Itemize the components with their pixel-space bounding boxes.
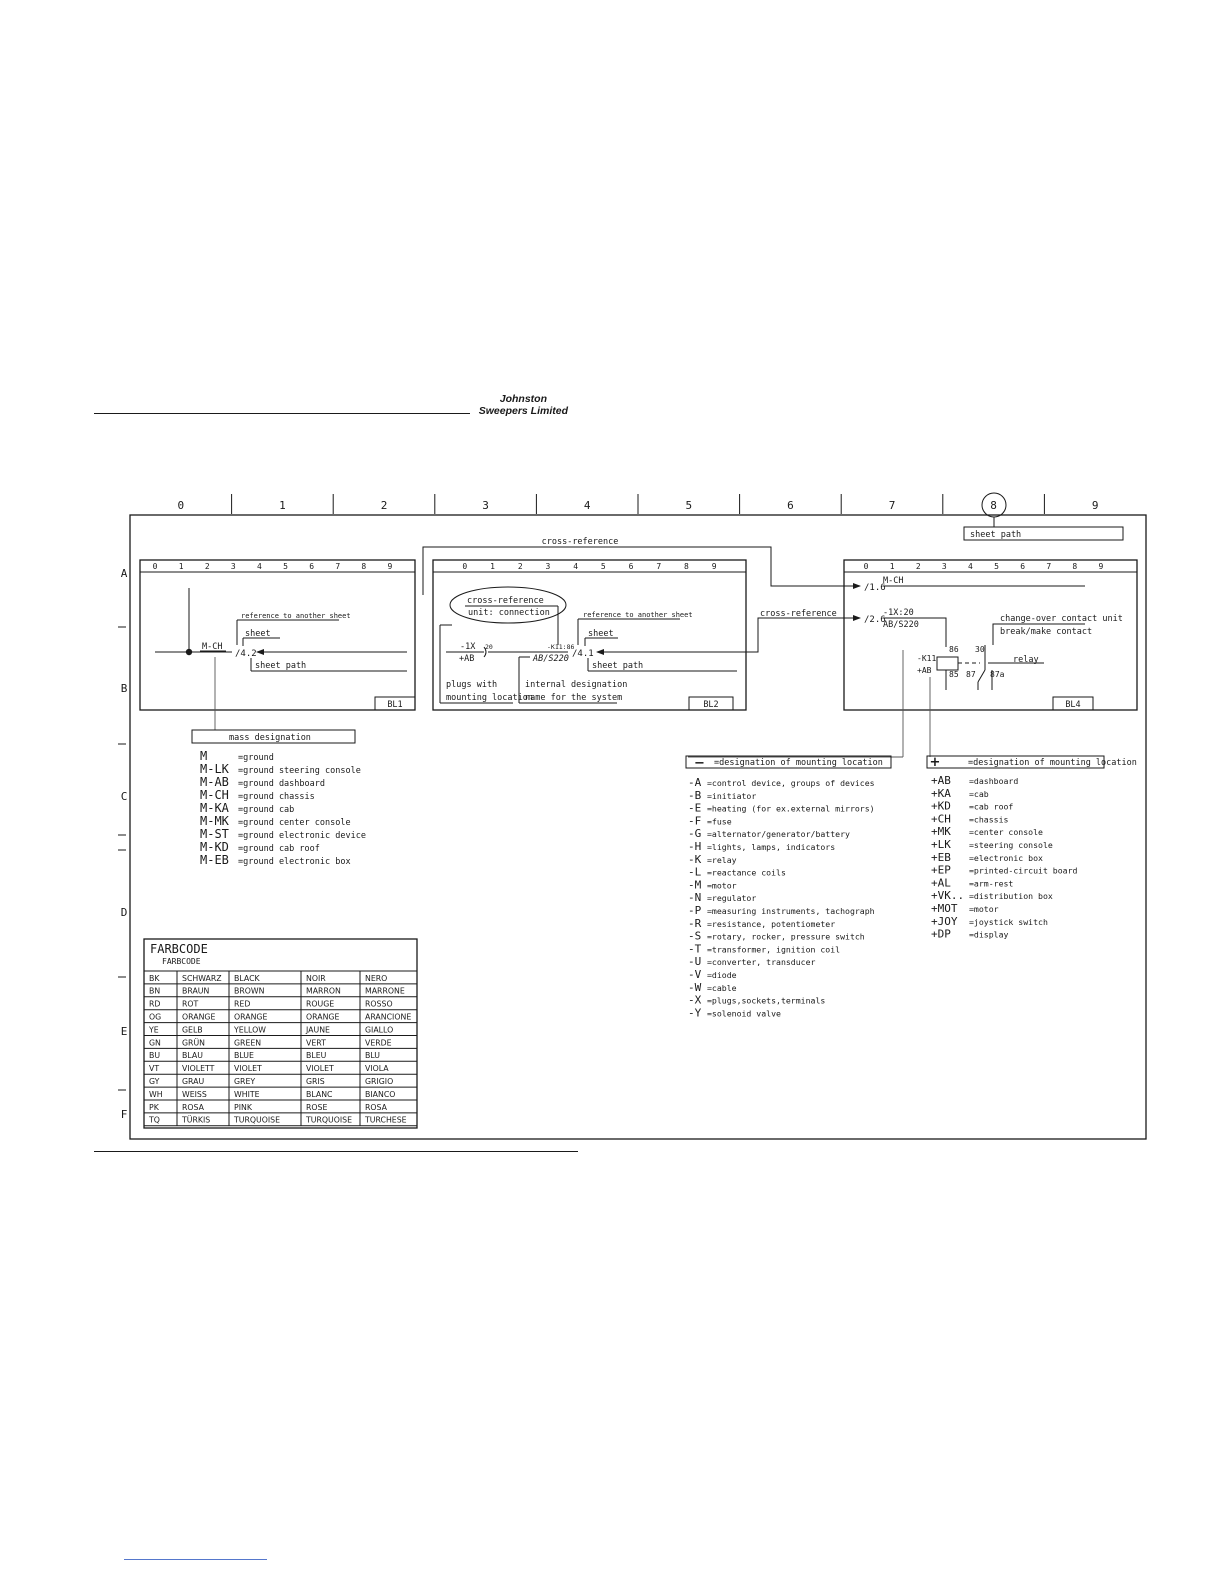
- plus-code: +DP: [931, 927, 951, 941]
- farbcode-cell: TQ: [149, 1115, 160, 1125]
- plus-desc: =joystick switch: [969, 916, 1048, 927]
- minus-symbol: −: [694, 756, 705, 771]
- bl4-contact-blade: [978, 670, 985, 682]
- farbcode-cell: VIOLA: [365, 1064, 389, 1074]
- minus-list: [688, 776, 875, 1019]
- farbcode-cell: BLAU: [182, 1051, 203, 1061]
- farbcode-table: [144, 939, 417, 1128]
- farbcode-cell: BRAUN: [182, 986, 210, 996]
- farbcode-cell: VIOLET: [306, 1064, 334, 1074]
- minus-desc: =transformer, ignition coil: [707, 944, 841, 955]
- plus-symbol: +: [929, 755, 941, 770]
- minus-desc: =initiator: [707, 790, 757, 801]
- plus-code: +LK: [931, 838, 951, 851]
- bl1-ref-label: /4.2: [235, 649, 257, 659]
- bl1-name: BL1: [387, 700, 403, 710]
- bl2-ref-label: /4.1: [572, 649, 594, 659]
- bl1-digits: [153, 562, 393, 571]
- company-name-line1: Johnston: [499, 393, 547, 405]
- bl4-ref26-label: /2.6: [864, 615, 886, 625]
- farbcode-cell: WEISS: [182, 1089, 207, 1099]
- mass-code: M-ST: [200, 827, 229, 841]
- bl4-breakmake-label: break/make contact: [1000, 627, 1093, 637]
- bl1-frame: [140, 560, 415, 710]
- farbcode-cell: OG: [149, 1012, 162, 1022]
- row-label: B: [120, 682, 128, 695]
- plus-desc: =electronic box: [969, 852, 1043, 863]
- bl4-changeover-label: change-over contact unit: [1000, 614, 1123, 624]
- mass-desc: =ground: [238, 753, 274, 763]
- plus-list: [931, 774, 1078, 941]
- bl2-ref-another-label: reference to another sheet: [583, 611, 693, 619]
- bl2-digit: 0: [462, 562, 468, 571]
- farbcode-cell: BROWN: [234, 986, 265, 996]
- minus-desc: =alternator/generator/battery: [707, 829, 850, 840]
- minus-code: -W: [688, 980, 702, 994]
- farbcode-cell: BN: [149, 986, 161, 996]
- farbcode-cell: ROSA: [365, 1102, 387, 1112]
- plus-desc: =printed-circuit board: [969, 865, 1078, 876]
- bl2-cross-ref-label: cross-reference: [467, 596, 544, 606]
- column-label: 2: [380, 499, 388, 512]
- mass-code: M-AB: [200, 775, 229, 789]
- plus-desc: =chassis: [969, 814, 1009, 825]
- column-label: 3: [482, 499, 489, 512]
- minus-desc: =heating (for ex.external mirrors): [707, 803, 875, 814]
- farbcode-cell: VERT: [306, 1038, 326, 1048]
- farbcode-cell: GN: [149, 1038, 161, 1048]
- bl1-sheet-label: sheet: [245, 629, 271, 639]
- minus-desc: =lights, lamps, indicators: [707, 842, 836, 852]
- bl2-digit: 9: [711, 562, 717, 571]
- mass-code: M: [200, 749, 208, 763]
- column-ruler: [177, 494, 1098, 514]
- minus-desc: =solenoid valve: [707, 1008, 781, 1019]
- farbcode-cell: BLEU: [306, 1051, 327, 1061]
- mass-desc: =ground cab roof: [238, 844, 320, 854]
- bl4-digit: 1: [889, 562, 895, 571]
- farbcode-cell: VIOLET: [234, 1064, 262, 1074]
- column-label: 1: [279, 499, 286, 512]
- mass-code: M-MK: [200, 814, 229, 828]
- farbcode-cell: RD: [149, 999, 161, 1009]
- bl4-pin85: 85: [949, 670, 959, 679]
- row-ruler: [118, 567, 128, 1121]
- column-label: 9: [1091, 499, 1099, 512]
- bl4-pin30: 30: [975, 645, 985, 654]
- farbcode-cell: TURCHESE: [365, 1115, 407, 1125]
- row-label: C: [120, 790, 128, 803]
- farbcode-cell: ORANGE: [306, 1012, 340, 1022]
- plus-code: +KD: [931, 799, 951, 813]
- bl1-ref-another-label: reference to another sheet: [241, 612, 351, 620]
- block-bl1: [140, 560, 415, 730]
- bl2-sheet-path-label: sheet path: [592, 661, 644, 671]
- farbcode-cell: NOIR: [306, 973, 326, 983]
- mass-code: M-KD: [200, 840, 229, 854]
- bl2-plug-pin: 20: [485, 643, 493, 651]
- column-label: 0: [177, 499, 185, 512]
- farbcode-cell: GRAU: [182, 1077, 205, 1086]
- farbcode-grid: [144, 971, 417, 1126]
- bl2-k11-label: -K11:86: [547, 643, 575, 651]
- sheet-path-label: sheet path: [970, 530, 1022, 540]
- farbcode-cell: GRIGIO: [365, 1077, 394, 1086]
- farbcode-cell: WHITE: [234, 1089, 260, 1099]
- minus-code: -B: [688, 788, 702, 802]
- plus-desc: =distribution box: [969, 891, 1053, 902]
- minus-desc: =resistance, potentiometer: [707, 918, 836, 929]
- bl2-internal-line2: name for the system: [525, 693, 623, 703]
- minus-code: -E: [688, 801, 702, 815]
- minus-desc: =converter, transducer: [707, 957, 816, 968]
- bl4-relay-label: relay: [1013, 655, 1039, 665]
- bl4-pin87: 87: [966, 670, 976, 679]
- plus-desc: =arm-rest: [969, 878, 1014, 889]
- bl1-junction-dot: [186, 649, 192, 655]
- plus-desc: =display: [969, 929, 1009, 940]
- bl4-digit: 6: [1020, 562, 1026, 571]
- farbcode-cell: WH: [149, 1089, 163, 1099]
- bl1-digit: 0: [152, 562, 158, 571]
- minus-code: -L: [688, 865, 702, 879]
- plus-title: =designation of mounting location: [968, 758, 1137, 768]
- farbcode-cell: ORANGE: [234, 1012, 268, 1022]
- company-name-line2: Sweepers Limited: [478, 405, 568, 417]
- farbcode-cell: BLUE: [234, 1051, 254, 1061]
- row-label: D: [120, 906, 128, 919]
- mass-code: M-KA: [200, 801, 229, 815]
- mid-cross-reference-label: cross-reference: [760, 609, 837, 619]
- plus-desc: =cab: [969, 788, 989, 799]
- row-label: F: [120, 1108, 128, 1121]
- farbcode-cell: ROSE: [306, 1102, 328, 1112]
- bl4-pin87a: 87a: [990, 670, 1005, 679]
- farbcode-cell: GREY: [234, 1077, 256, 1086]
- minus-code: -P: [688, 904, 702, 917]
- bl4-pin86: 86: [949, 645, 959, 654]
- row-label: E: [120, 1025, 128, 1038]
- farbcode-cell: ROUGE: [306, 999, 335, 1009]
- bl4-digit: 7: [1046, 562, 1052, 571]
- mass-desc: =ground dashboard: [238, 779, 325, 789]
- minus-code: -G: [688, 827, 702, 841]
- bl1-digit: 3: [230, 562, 236, 571]
- column-label: 5: [685, 499, 693, 512]
- bl2-sheet-label: sheet: [588, 629, 614, 639]
- minus-title: =designation of mounting location: [714, 758, 883, 768]
- bl2-digit: 3: [545, 562, 551, 571]
- block-bl4: [688, 560, 1137, 757]
- farbcode-cell: BLU: [365, 1051, 381, 1061]
- farbcode-title: FARBCODE: [150, 942, 208, 956]
- minus-designation-legend: [686, 756, 891, 1019]
- bl1-digit: 6: [309, 562, 315, 571]
- farbcode-cell: TURQUOISE: [306, 1115, 353, 1125]
- farbcode-cell: GREEN: [234, 1038, 262, 1048]
- farbcode-cell: GELB: [182, 1025, 203, 1035]
- bl4-digits: [864, 562, 1104, 571]
- farbcode-cell: ROSSO: [365, 999, 393, 1009]
- minus-desc: =diode: [707, 970, 737, 980]
- column-label: 4: [583, 499, 591, 512]
- bl2-plugs-line1: plugs with: [446, 680, 498, 690]
- mass-desc: =ground center console: [238, 818, 351, 828]
- farbcode-cell: PK: [149, 1102, 159, 1112]
- plus-code: +EP: [931, 863, 951, 877]
- minus-code: -N: [688, 891, 702, 905]
- bl4-digit: 5: [994, 562, 999, 571]
- bl4-ab-label: +AB: [917, 666, 932, 675]
- farbcode-cell: BLANC: [306, 1089, 333, 1099]
- bl4-mch-label: M-CH: [883, 576, 904, 586]
- bl2-unit-conn-label: unit: connection: [468, 608, 550, 618]
- farbcode-cell: GRÜN: [182, 1038, 205, 1048]
- farbcode-cell: BK: [149, 973, 160, 983]
- farbcode-cell: VERDE: [365, 1038, 392, 1048]
- mass-desc: =ground cab: [238, 805, 295, 815]
- bl4-digit: 0: [863, 562, 869, 571]
- minus-code: -A: [688, 776, 702, 789]
- plus-desc: =steering console: [969, 840, 1053, 850]
- bl2-ab-s220-label: AB/S220: [533, 654, 569, 664]
- plus-code: +MK: [931, 825, 951, 839]
- bl2-digit: 8: [684, 562, 689, 571]
- farbcode-cell: YELLOW: [234, 1025, 266, 1035]
- bl1-digit: 4: [257, 562, 262, 571]
- farbcode-subtitle: FARBCODE: [162, 957, 201, 966]
- bl2-digit: 7: [656, 562, 662, 571]
- mass-list: [200, 749, 366, 867]
- plus-designation-legend: [927, 755, 1137, 941]
- farbcode-cell: NERO: [365, 973, 388, 983]
- minus-code: -F: [688, 814, 702, 828]
- bl2-internal-line1: internal designation: [525, 680, 628, 690]
- bl2-digit: 4: [573, 562, 579, 571]
- farbcode-cell: VT: [149, 1064, 160, 1074]
- bl4-ref16-label: /1.6: [864, 583, 886, 593]
- plus-desc: =motor: [969, 904, 999, 914]
- farbcode-cell: MARRONE: [365, 986, 405, 996]
- mass-desc: =ground steering console: [238, 766, 361, 776]
- plus-code: +CH: [931, 812, 951, 826]
- mass-desc: =ground electronic device: [238, 831, 366, 841]
- top-cross-reference-label: cross-reference: [541, 537, 619, 547]
- minus-code: -K: [688, 852, 702, 866]
- minus-code: -V: [688, 968, 702, 981]
- farbcode-cell: YE: [149, 1025, 159, 1035]
- mass-code: M-EB: [200, 853, 229, 867]
- bl2-name: BL2: [703, 700, 719, 710]
- plus-code: +AL: [931, 876, 951, 890]
- minus-desc: =plugs,sockets,terminals: [707, 995, 826, 1006]
- farbcode-cell: RED: [234, 999, 251, 1009]
- farbcode-cell: ROSA: [182, 1102, 204, 1112]
- plus-desc: =cab roof: [969, 801, 1014, 812]
- minus-desc: =cable: [707, 982, 737, 993]
- farbcode-cell: GRIS: [306, 1077, 325, 1086]
- bl2-plug-label: -1X: [460, 642, 476, 652]
- block-bl2: [433, 560, 746, 710]
- farbcode-cell: GIALLO: [365, 1025, 394, 1035]
- minus-code: -M: [688, 878, 702, 892]
- minus-code: -S: [688, 929, 702, 943]
- plus-desc: =dashboard: [969, 776, 1019, 786]
- bl2-digit: 1: [490, 562, 495, 571]
- farbcode-cell: TÜRKIS: [182, 1115, 211, 1125]
- minus-code: -X: [688, 993, 702, 1007]
- bl2-ab-label: +AB: [459, 654, 475, 664]
- bl1-digit: 7: [335, 562, 341, 571]
- farbcode-cell: BLACK: [234, 973, 260, 983]
- mass-title: mass designation: [229, 733, 311, 743]
- farbcode-cell: ORANGE: [182, 1012, 216, 1022]
- farbcode-cell: BIANCO: [365, 1089, 396, 1099]
- minus-desc: =control device, groups of devices: [707, 778, 875, 788]
- bl4-digit: 2: [915, 562, 921, 571]
- plus-code: +EB: [931, 850, 951, 864]
- bl4-x1-label: -1X:20: [883, 608, 914, 618]
- farbcode-cell: JAUNE: [306, 1025, 330, 1035]
- minus-desc: =rotary, rocker, pressure switch: [707, 931, 865, 942]
- farbcode-cell: BU: [149, 1051, 161, 1061]
- plus-code: +JOY: [931, 914, 958, 928]
- bl1-digit: 8: [361, 562, 367, 571]
- farbcode-cell: SCHWARZ: [182, 973, 222, 983]
- column-label: 8: [990, 499, 997, 512]
- minus-code: -Y: [688, 1006, 702, 1020]
- bl2-digit: 2: [517, 562, 523, 571]
- bl1-digit: 5: [283, 562, 288, 571]
- minus-desc: =fuse: [707, 816, 732, 827]
- bl1-sheet-path-label: sheet path: [255, 661, 307, 671]
- bl2-digit: 5: [600, 562, 606, 571]
- minus-desc: =measuring instruments, tachograph: [707, 906, 875, 916]
- minus-desc: =motor: [707, 880, 737, 891]
- bl4-digit: 4: [968, 562, 973, 571]
- plus-desc: =center console: [969, 827, 1043, 838]
- minus-code: -T: [688, 942, 702, 956]
- plus-code: +MOT: [931, 902, 958, 915]
- minus-code: -U: [688, 955, 702, 969]
- bl2-plugs-line2: mounting location: [446, 693, 533, 703]
- bl1-digit: 2: [204, 562, 210, 571]
- column-label: 7: [888, 499, 896, 512]
- farbcode-cell: GY: [149, 1077, 160, 1086]
- bl4-digit: 8: [1072, 562, 1078, 571]
- mass-code: M-LK: [200, 762, 229, 776]
- bl1-digit: 9: [387, 562, 393, 571]
- company-header: [94, 393, 569, 417]
- bl1-digit: 1: [178, 562, 184, 571]
- minus-desc: =regulator: [707, 893, 757, 904]
- mass-code: M-CH: [200, 788, 229, 802]
- mass-desc: =ground chassis: [238, 792, 315, 802]
- farbcode-cell: PINK: [234, 1102, 252, 1112]
- row-label: A: [120, 567, 128, 580]
- minus-desc: =relay: [707, 854, 737, 865]
- bl2-digits: [462, 562, 716, 571]
- farbcode-cell: MARRON: [306, 986, 341, 996]
- bl1-mch-label: M-CH: [202, 642, 223, 652]
- bl4-digit: 9: [1098, 562, 1104, 571]
- mid-cross-reference-line: [737, 618, 860, 652]
- bl2-digit: 6: [628, 562, 634, 571]
- minus-desc: =reactance coils: [707, 867, 786, 878]
- bl4-k11-label: -K11: [917, 654, 937, 663]
- column-label: 6: [787, 499, 794, 512]
- farbcode-cell: ROT: [182, 999, 199, 1009]
- bl4-ab-s220-label: AB/S220: [883, 620, 919, 630]
- plus-code: +VK..: [931, 889, 965, 903]
- farbcode-cell: VIOLETT: [182, 1064, 215, 1074]
- mass-desc: =ground electronic box: [238, 857, 351, 867]
- farbcode-cell: TURQUOISE: [234, 1115, 281, 1125]
- bl4-digit: 3: [941, 562, 947, 571]
- plus-code: +AB: [931, 774, 951, 787]
- bl4-relay-coil: [937, 657, 958, 670]
- bl4-name: BL4: [1065, 700, 1081, 710]
- farbcode-cell: ARANCIONE: [365, 1012, 412, 1022]
- minus-code: -R: [688, 916, 702, 930]
- plus-code: +KA: [931, 786, 951, 800]
- minus-code: -H: [688, 840, 702, 853]
- mass-designation-legend: [192, 730, 366, 867]
